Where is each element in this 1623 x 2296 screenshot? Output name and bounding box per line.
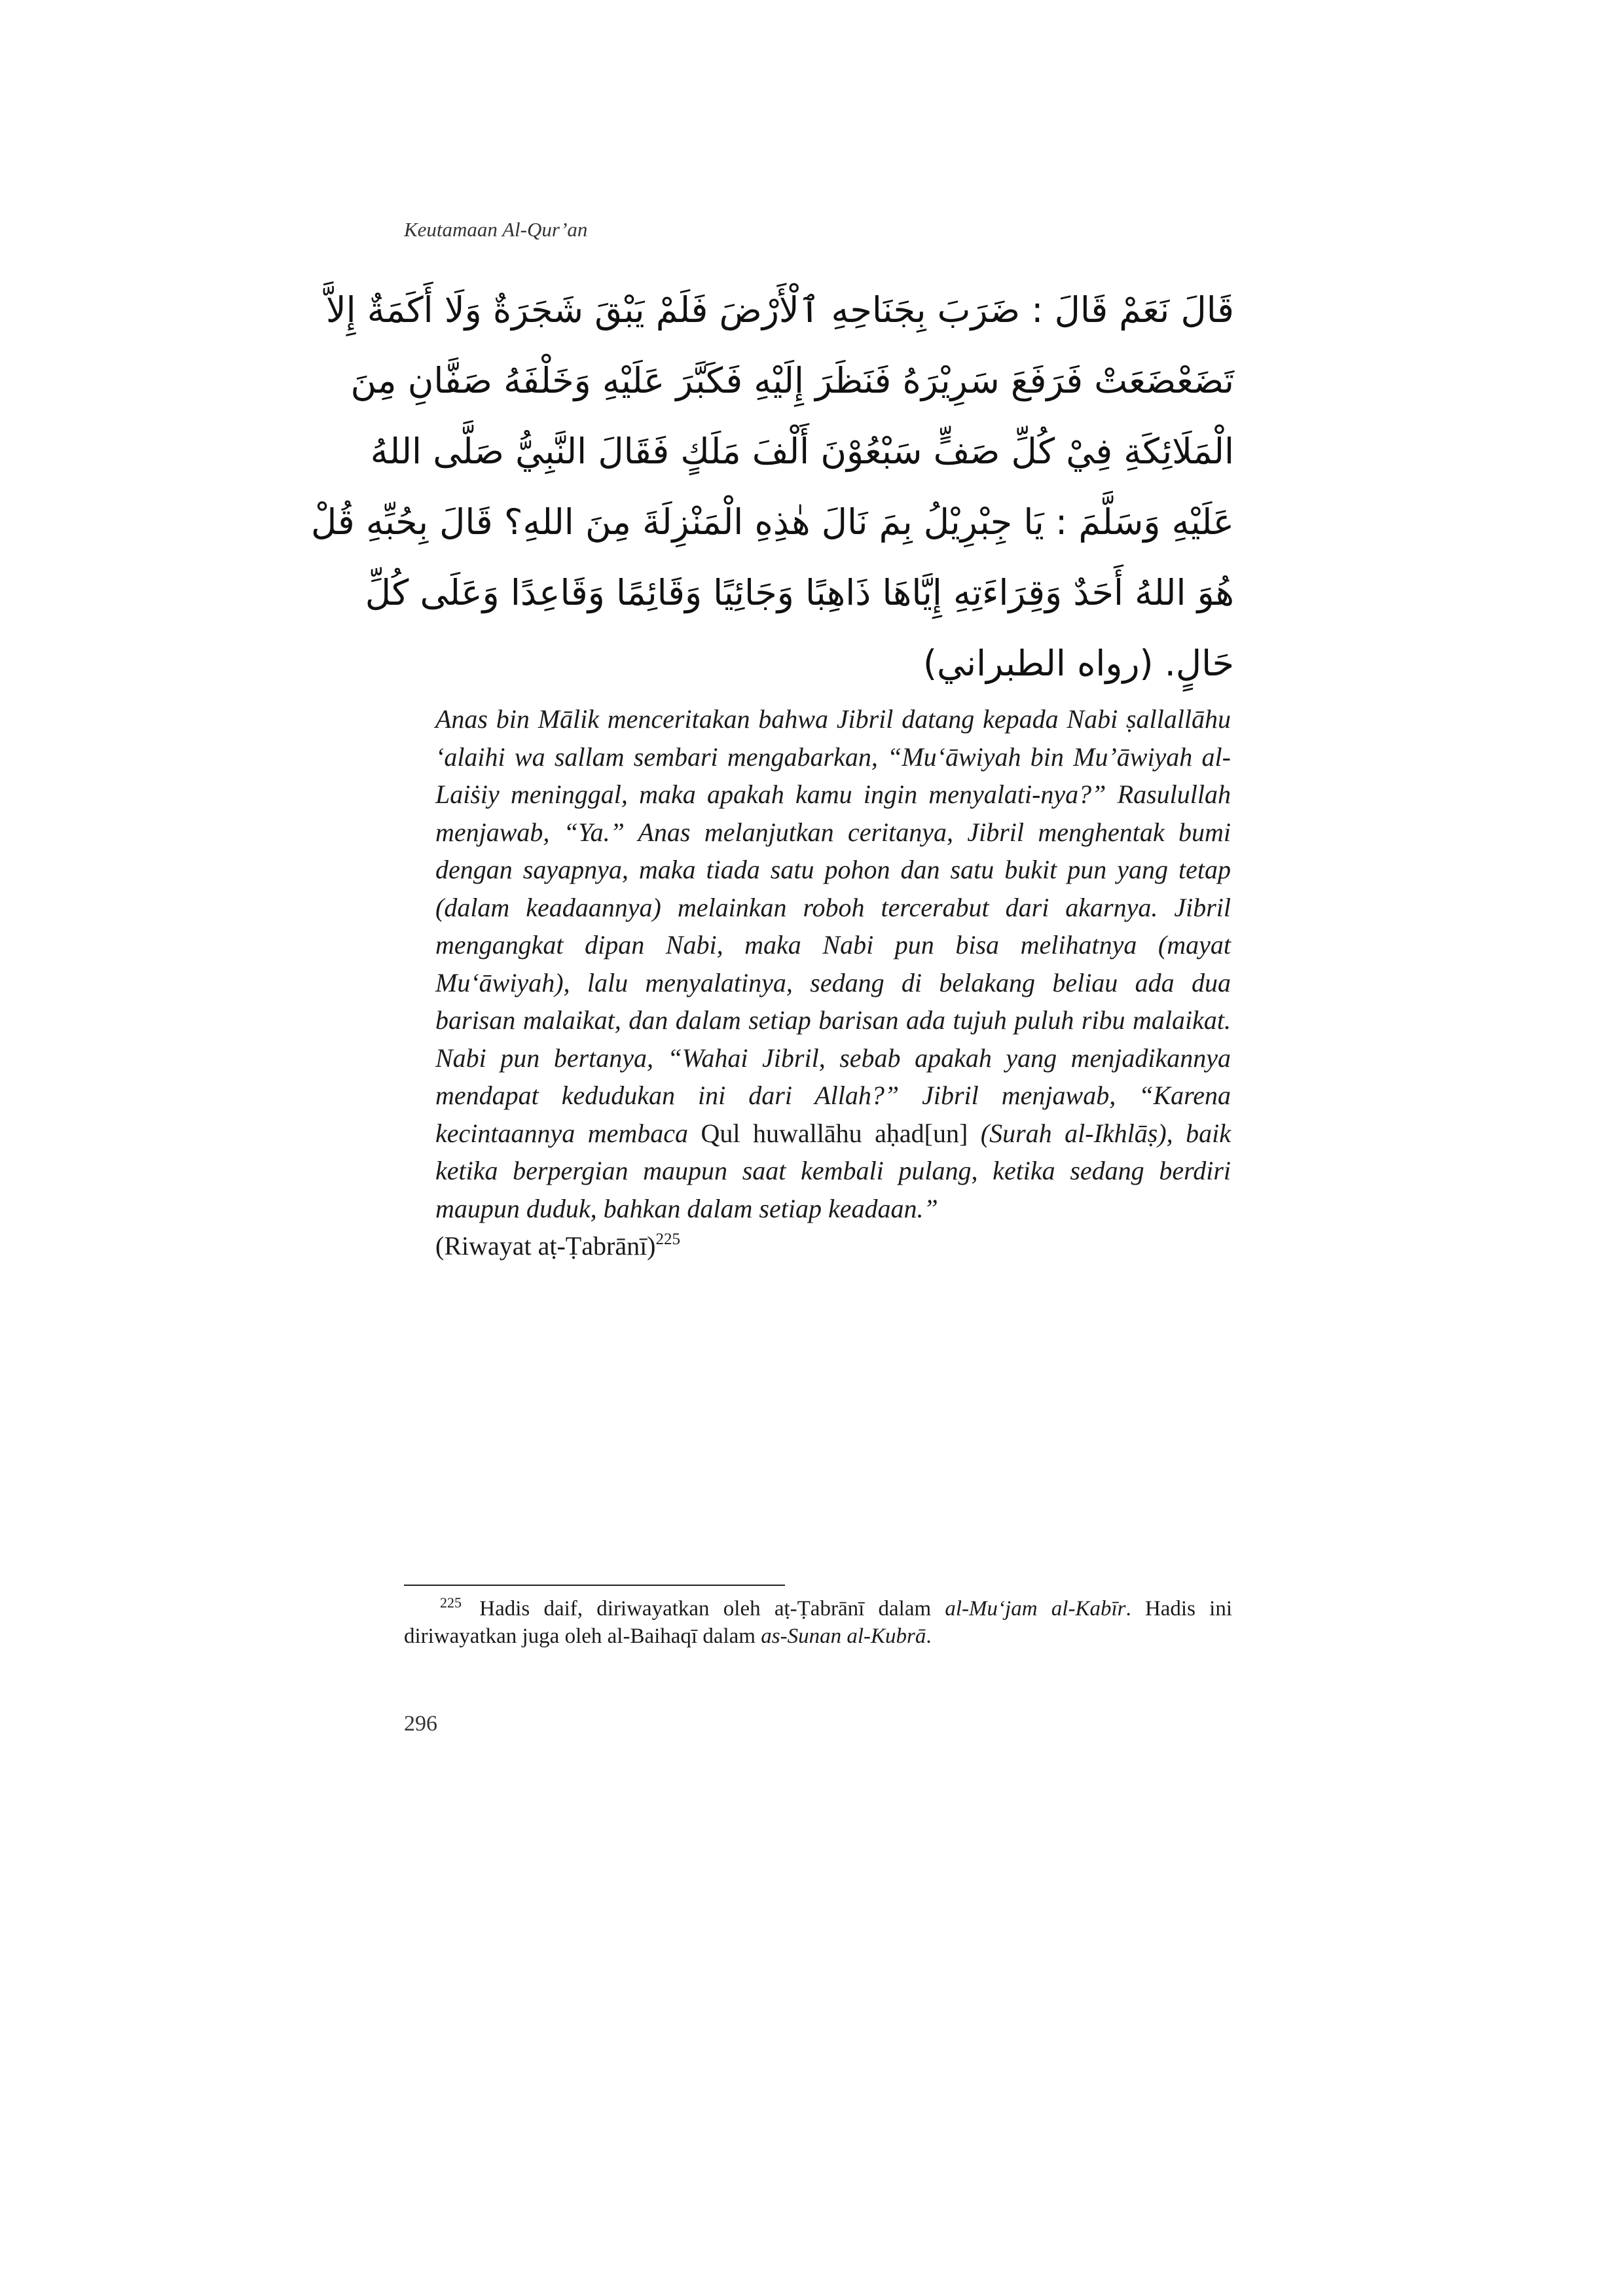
hadith-citation: (Riwayat aṭ-Ṭabrānī)	[435, 1231, 656, 1261]
footnote-text: Hadis daif, diriwayatkan oleh aṭ-Ṭabrānī dalam	[479, 1597, 932, 1621]
arabic-line: عَلَيْهِ وَسَلَّمَ : يَا جِبْرِيْلُ بِمَ نَالَ هٰذِهِ الْمَنْزِلَةَ مِنَ اللهِ؟ قَالَ بِحُبِّهِ قُلْ	[311, 501, 1234, 543]
translation-text: Anas bin Mālik menceritakan bahwa Jibril datang kepada Nabi ṣallallāhu ‘alaihi wa sallam sembari mengabarkan, “Mu‘āwiyah bin Mu’āwiyah al-Laiṡiy meninggal, maka apakah kamu ingin menyalati-nya?” Rasulullah menjawab, “Ya.” Anas melanjutkan ceritanya, Jibril menghentak bumi dengan sayapnya, maka tiada satu pohon dan satu bukit pun yang tetap (dalam keadaannya) melainkan roboh tercerabut dari akarnya. Jibril mengangkat dipan Nabi, maka Nabi pun bisa melihatnya (mayat Mu‘āwiyah), lalu menyalatinya, sedang di belakang beliau ada dua barisan malaikat, dan dalam setiap barisan ada tujuh puluh ribu malaikat. Nabi pun bertanya, “Wahai Jibril, sebab apakah yang menjadikannya mendapat kedudukan ini dari Allah?” Jibril menjawab, “Karena kecintaannya membaca	[435, 704, 1231, 1148]
surah-name: Qul huwallāhu aḥad[un]	[701, 1118, 968, 1148]
arabic-hadith-text	[311, 275, 1234, 699]
footnote-source-title: as-Sunan al-Kubrā	[761, 1624, 926, 1648]
arabic-line: الْمَلَائِكَةِ فِيْ كُلِّ صَفٍّ سَبْعُوْنَ أَلْفَ مَلَكٍ فَقَالَ النَّبِيُّ صَلَّى اللهُ	[370, 431, 1234, 472]
arabic-line: قَالَ نَعَمْ قَالَ : ضَرَبَ بِجَنَاحِهِ ٱلْأَرْضَ فَلَمْ يَبْقَ شَجَرَةٌ وَلَا أَكَمَةٌ إِلاَّ	[325, 289, 1234, 331]
page-number: 296	[404, 1712, 437, 1736]
footnote-reference[interactable]: 225	[655, 1230, 681, 1248]
footnote-number: 225	[440, 1594, 462, 1611]
footnote	[404, 1595, 1232, 1650]
footnote-source-title: al-Mu‘jam al-Kabīr	[945, 1597, 1126, 1621]
footnote-text: . Hadis ini diriwayatkan juga oleh al-Baihaqī dalam	[404, 1597, 1233, 1648]
translation-paragraph	[435, 700, 1231, 1265]
arabic-line: هُوَ اللهُ أَحَدٌ وَقِرَاءَتِهِ إِيَّاهَا ذَاهِبًا وَجَائِيًا وَقَائِمًا وَقَاعِدًا وَعَلَى كُلِّ	[365, 572, 1234, 613]
arabic-line: تَضَعْضَعَتْ فَرَفَعَ سَرِيْرَهُ فَنَظَرَ إِلَيْهِ فَكَبَّرَ عَلَيْهِ وَخَلْفَهُ صَفَّانِ مِنَ	[350, 360, 1234, 401]
arabic-line: حَالٍ. (رواه الطبراني)	[922, 643, 1234, 684]
footnote-text: .	[926, 1624, 932, 1648]
footnote-divider	[404, 1585, 785, 1586]
running-head: Keutamaan Al-Qur’an	[404, 218, 588, 241]
translation-text: (Surah al-Ikhlāṣ), baik ketika berpergian maupun saat kembali pulang, ketika sedang berdiri maupun duduk, bahkan dalam setiap keadaan.”	[435, 1118, 1231, 1223]
